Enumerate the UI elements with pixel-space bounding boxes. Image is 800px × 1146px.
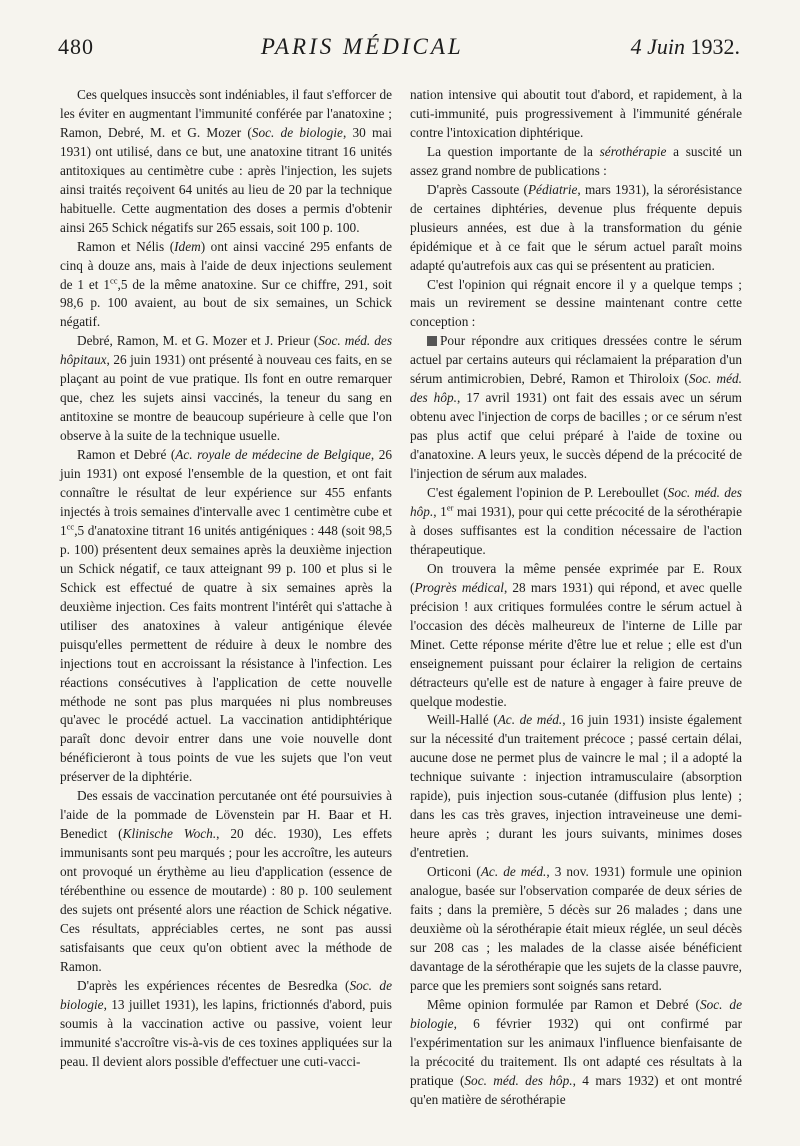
- text-run: C'est également l'opinion de P. Lereboullet (: [427, 485, 668, 501]
- text-run: , 16 juin 1931) insiste également sur la nécessité d'un traitement précoce ; passé certain délai, aucune dose ne permet plus de vaincre le mal ; il a adopté la technique suivante : injection intramusculaire (absorption rapide), puis injection sous-cutanée (diffusion plus lente) ; dans les cas très graves, injection intraveineuse une demi-heure après ; durant les jours suivants, minimes doses d'entretien.: [410, 712, 742, 861]
- paragraph: [410, 181, 742, 276]
- citation-source: Soc. de biologie: [60, 977, 392, 1012]
- text-run: Ramon et Debré (: [77, 447, 176, 463]
- citation-source: Idem: [174, 238, 201, 254]
- text-run: ) ont ainsi vacciné 295 enfants de cinq à douze ans, mais à l'aide de deux injections seulement de 1 et 1: [60, 238, 392, 292]
- paragraph-mark-icon: [427, 336, 437, 346]
- text-run: Ramon et Nélis (: [77, 238, 175, 254]
- text-run: Des essais de vaccination percutanée ont été poursuivies à l'aide de la pommade de Lövenstein par H. Baar et H. Benedict (: [60, 788, 392, 842]
- citation-source: Soc. méd. des hôp.: [464, 1072, 573, 1088]
- citation-source: Ac. de méd.: [497, 712, 563, 728]
- text-run: Debré, Ramon, M. et G. Mozer et J. Prieur (: [77, 333, 319, 349]
- text-run: Ces quelques insuccès sont indéniables, il faut s'efforcer de les éviter en augmentant l'immunité conférée par l'anatoxine ; Ramon, Debré, M. et G. Mozer (: [60, 87, 392, 140]
- text-run: , 30 mai 1931) ont utilisé, dans ce but, une anatoxine titrant 16 unités antitoxiques au centimètre cube : après l'injection, les sujets ainsi traités reçoivent 64 unités au lieu de 20 par la technique habituelle. Cette augmentation des doses a permis d'obtenir ainsi 265 Schick négatifs sur 265 essais, soit 100 p. 100.: [60, 124, 392, 235]
- paragraph: [410, 996, 742, 1110]
- text-run: , 13 juillet 1931), les lapins, frictionnés d'abord, puis soumis à la vaccination active ou passive, voient leur immunité s'accroître vis-à-vis de ces toxines appliquées sur la peau. Il devient alors possible d'effectuer une cuti-vacci-: [60, 996, 392, 1069]
- citation-source: Soc. méd. des hôpitaux: [60, 333, 393, 368]
- text-run: Pour répondre aux critiques dressées contre le sérum actuel par certains auteurs qui réclamaient la préparation d'un sérum antimicrobien, Debré, Ramon et Thiroloix (: [410, 333, 742, 387]
- paragraph: [60, 238, 392, 333]
- text-run: , 3 nov. 1931) formule une opinion analogue, basée sur l'observation comparée de deux séries de faits ; dans la première, 5 décès sur 26 malades ; dans une deuxième où la sérothérapie était mieux réglée, un seul décès sur 208 cas ; les malades de la classe aisée bénéficient davantage de la sérothérapie que les sujets de la classe pauvre, parce que les premiers sont soignés sans retard.: [410, 864, 742, 993]
- paragraph: [410, 484, 742, 560]
- citation-source: Soc. méd. des hôp.: [410, 371, 743, 406]
- text-run: ,5 d'anatoxine titrant 16 unités antigéniques : 448 (soit 98,5 p. 100) présentent deux semaines après la deuxième injection un Schick négatif, ce taux atteignant 99 p. 100 et plus si le Schick est effectué de quatre à six semaines après la deuxième injection. Ces faits montrent l'intérêt qui s'attache à utiliser des anatoxines à valeur antigénique élevée puisqu'elles permettent de réduire à deux le nombre des injections tout en accroissant la résistance à l'infection. Les réactions consécutives à l'application de cette nouvelle méthode ne sont pas plus marquées ni plus nombreuses qu'avec le procédé actuel. La vaccination antidiphtérique paraît donc devoir entrer dans une voie nouvelle dont bénéficieront à tous points de vue les sujets que l'on veut préserver de la diphtérie.: [60, 522, 392, 785]
- issue-date: [631, 34, 740, 60]
- text-run: mai 1931), pour qui cette précocité de la sérothérapie à doses suffisantes est la condition nécessaire de l'action thérapeutique.: [410, 503, 743, 557]
- paragraph: [410, 711, 742, 863]
- text-run: , 6 février 1932) qui ont confirmé par l'expérimentation sur les animaux l'influence bienfaisante de la précocité du traitement. Ils ont adapté ces résultats à la pratique (: [410, 1015, 742, 1088]
- text-run: , 28 mars 1931) qui répond, et avec quelle précision ! aux critiques formulées contre le sérum actuel à l'occasion des décès malheureux de l'interne de Lille par Minet. Cette réponse mérite d'être lue et relue ; elle est d'un enseignement puissant pour éclairer la religion de certains détracteurs qu'elle est de nature à engager à faire preuve de quelque modestie.: [410, 579, 742, 709]
- text-run: D'après Cassoute (: [427, 181, 528, 197]
- text-run: La question importante de la: [427, 143, 600, 159]
- journal-title: PARIS MÉDICAL: [260, 34, 464, 59]
- right-column: [410, 86, 742, 1109]
- citation-source: Progrès médical: [414, 579, 504, 595]
- text-run: Orticoni (: [427, 864, 481, 880]
- text-run: On trouvera la même pensée exprimée par E. Roux (: [410, 560, 742, 595]
- superscript: cc: [109, 275, 118, 286]
- citation-source: Soc. de biologie: [410, 996, 742, 1031]
- paragraph: [60, 446, 392, 787]
- text-run: Même opinion formulée par Ramon et Debré (: [427, 996, 700, 1012]
- page-header: [58, 34, 740, 78]
- paragraph: [60, 86, 392, 238]
- text-run: Weill-Hallé (: [427, 712, 498, 728]
- citation-source: Ac. royale de médecine de Belgique: [175, 447, 371, 463]
- citation-source: Klinische Woch.: [122, 826, 217, 842]
- text-run: , 17 avril 1931) ont fait des essais avec un sérum obtenu avec l'injection de corps de bacilles ; or ce sérum n'est pas plus actif que celui préparé à l'aide de toxine ou d'anatoxine. A leurs yeux, le succès dépend de la précocité de l'injection de sérum aux malades.: [410, 390, 743, 482]
- text-run: , 26 juin 1931) ont exposé l'ensemble de la question, et ont fait connaître le résultat de leur expérience sur 455 enfants injectés à trois semaines d'intervalle avec 1 centimètre cube et 1: [60, 447, 392, 538]
- citation-source: Soc. de biologie: [251, 124, 343, 140]
- text-run: C'est l'opinion qui régnait encore il y a quelque temps ; mais un revirement se dessine maintenant contre cette conception :: [410, 276, 742, 330]
- paragraph: [410, 86, 742, 143]
- paragraph: [410, 143, 742, 181]
- paragraph: [60, 787, 392, 977]
- left-column: [60, 86, 392, 1072]
- paragraph: [410, 332, 742, 484]
- text-run: D'après les expériences récentes de Besredka (: [77, 977, 350, 993]
- citation-source: Ac. de méd.: [480, 864, 547, 880]
- text-run: a suscité un assez grand nombre de publications :: [410, 143, 742, 178]
- superscript: cc: [66, 521, 75, 532]
- text-run: , 20 déc. 1930), Les effets immunisants sont peu marqués ; pour les accroître, les auteurs ont provoqué un érythème au lieu d'application (essence de térébenthine ou essence de moutarde) : 80 p. 100 seulement des sujets ont présenté alors une réaction de Schick négative. Ces résultats, appréciables certes, ne sont pas aussi satisfaisants que ceux qu'on obtient avec la méthode de Ramon.: [60, 826, 392, 974]
- text-run: ,5 de la même anatoxine. Sur ce chiffre, 291, soit 98,6 p. 100 avaient, au bout de six semaines, un Schick négatif.: [60, 276, 393, 330]
- paragraph: [410, 863, 742, 996]
- text-run: nation intensive qui aboutit tout d'abord, et rapidement, à la cuti-immunité, puis progressivement à l'immunité générale contre l'intoxication diphtérique.: [410, 87, 742, 140]
- paragraph: [60, 977, 392, 1072]
- issue-date-day: 4 Juin: [630, 34, 691, 59]
- issue-date-year: 1932.: [690, 34, 740, 59]
- citation-source: Pédiatrie: [527, 181, 578, 197]
- text-run: , 1: [433, 503, 447, 519]
- page-number: 480: [58, 34, 94, 59]
- text-run: , 4 mars 1932) et ont montré qu'en matière de sérothérapie: [410, 1072, 742, 1107]
- text-run: , 26 juin 1931) ont présenté à nouveau ces faits, en se plaçant au point de vue pratique. Ils font en outre remarquer que, chez les sujets ainsi vaccinés, la teneur du sang en antitoxine se montre de beaucoup supérieure à celle que l'on observe à la suite de la technique usuelle.: [60, 352, 392, 444]
- citation-source: sérothérapie: [599, 143, 667, 159]
- citation-source: Soc. méd. des hôp.: [410, 485, 742, 519]
- paragraph: [410, 276, 742, 333]
- paragraph: [410, 560, 742, 712]
- paragraph: [60, 332, 392, 446]
- text-run: , mars 1931), la sérorésistance de certaines diphtéries, devenue plus fréquente depuis plusieurs années, est due à la transformation du génie épidémique et à ce fait que le sérum actuel paraît moins adapté qu'autrefois aux cas qui se présentent au praticien.: [410, 181, 742, 273]
- superscript: er: [446, 502, 454, 513]
